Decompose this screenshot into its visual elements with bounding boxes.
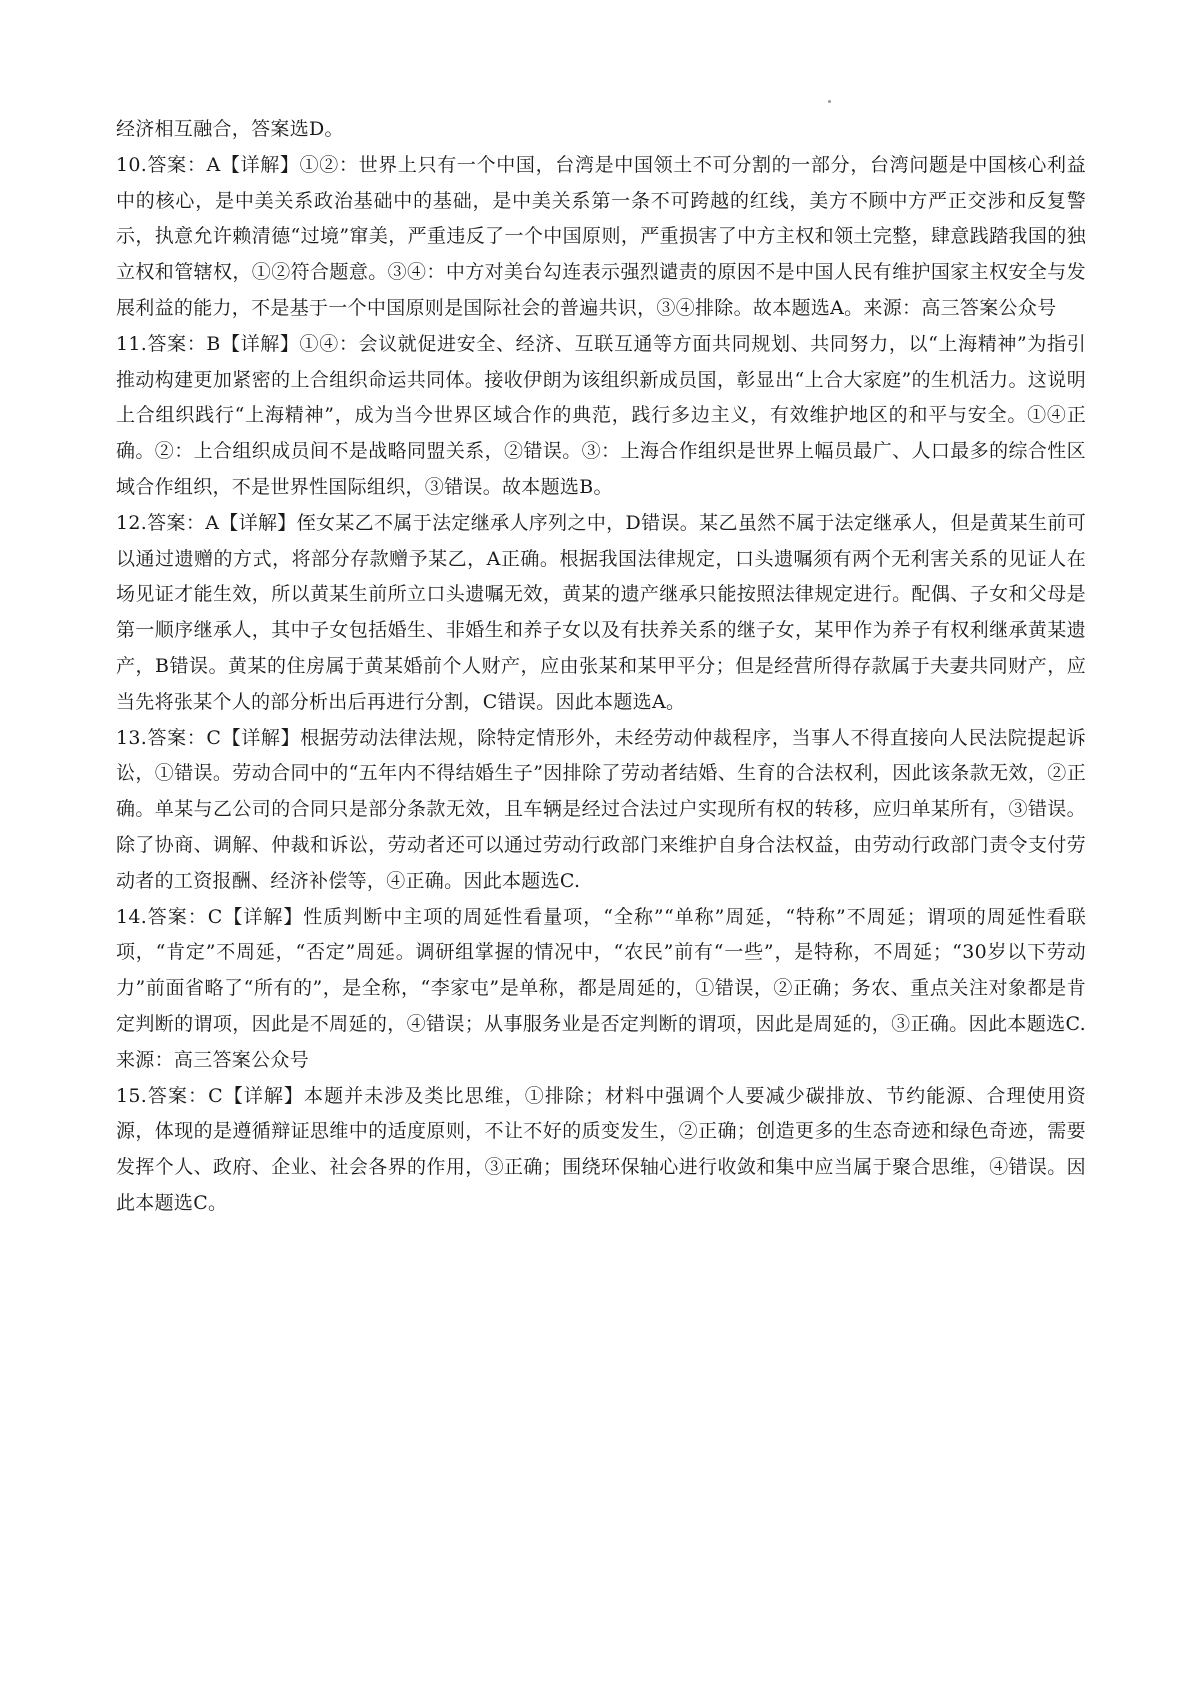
answer-12: 12.答案：A【详解】侄女某乙不属于法定继承人序列之中，D错误。某乙虽然不属于法定继承人，但是黄某生前可以通过遗赠的方式，将部分存款赠予某乙，A正确。根据我国法律规定，口头遗嘱须有两个无利害关系的见证人在场见证才能生效，所以黄某生前所立口头遗嘱无效，黄某的遗产继承只能按照法律规定进行。配偶、子女和父母是第一顺序继承人，其中子女包括婚生、非婚生和养子女以及有扶养关系的继子女，某甲作为养子有权利继承黄某遗产，B错误。黄某的住房属于黄某婚前个人财产，应由张某和某甲平分；但是经营所得存款属于夫妻共同财产，应当先将张某个人的部分析出后再进行分割，C错误。因此本题选A。	[116, 511, 1086, 713]
answer-content	[116, 112, 1086, 1222]
answer-14: 14.答案：C【详解】性质判断中主项的周延性看量项，“全称”“单称”周延，“特称”不周延；谓项的周延性看联项，“肯定”不周延，“否定”周延。调研组掌握的情况中，“农民”前有“一些”，是特称，不周延；“30岁以下劳动力”前面省略了“所有的”，是全称，“李家屯”是单称，都是周延的，①错误，②正确；务农、重点关注对象都是肯定判断的谓项，因此是不周延的，④错误；从事服务业是否定判断的谓项，因此是周延的，③正确。因此本题选C.来源：高三答案公众号	[116, 905, 1086, 1071]
answer-13: 13.答案：C【详解】根据劳动法律法规，除特定情形外，未经劳动仲裁程序，当事人不得直接向人民法院提起诉讼，①错误。劳动合同中的“五年内不得结婚生子”因排除了劳动者结婚、生育的合法权利，因此该条款无效，②正确。单某与乙公司的合同只是部分条款无效，且车辆是经过合法过户实现所有权的转移，应归单某所有，③错误。除了协商、调解、仲裁和诉讼，劳动者还可以通过劳动行政部门来维护自身合法权益，由劳动行政部门责令支付劳动者的工资报酬、经济补偿等，④正确。因此本题选C.	[116, 726, 1086, 892]
paragraph-continuation: 经济相互融合，答案选D。	[116, 118, 344, 140]
answer-11: 11.答案：B【详解】①④：会议就促进安全、经济、互联互通等方面共同规划、共同努力，以“上海精神”为指引推动构建更加紧密的上合组织命运共同体。接收伊朗为该组织新成员国，彰显出“上合大家庭”的生机活力。这说明上合组织践行“上海精神”，成为当今世界区域合作的典范，践行多边主义，有效维护地区的和平与安全。①④正确。②：上合组织成员间不是战略同盟关系，②错误。③：上海合作组织是世界上幅员最广、人口最多的综合性区域合作组织，不是世界性国际组织，③错误。故本题选B。	[116, 332, 1086, 498]
answer-10: 10.答案：A【详解】①②：世界上只有一个中国，台湾是中国领土不可分割的一部分，台湾问题是中国核心利益中的核心，是中美关系政治基础中的基础，是中美关系第一条不可跨越的红线，美方不顾中方严正交涉和反复警示，执意允许赖清德“过境”窜美，严重违反了一个中国原则，严重损害了中方主权和领土完整，肆意践踏我国的独立权和管辖权，①②符合题意。③④：中方对美台勾连表示强烈谴责的原因不是中国人民有维护国家主权安全与发展利益的能力，不是基于一个中国原则是国际社会的普遍共识，③④排除。故本题选A。来源：高三答案公众号	[116, 153, 1086, 319]
scan-dot-mark	[828, 100, 831, 103]
answer-15: 15.答案：C【详解】本题并未涉及类比思维，①排除；材料中强调个人要减少碳排放、节约能源、合理使用资源，体现的是遵循辩证思维中的适度原则，不让不好的质变发生，②正确；创造更多的生态奇迹和绿色奇迹，需要发挥个人、政府、企业、社会各界的作用，③正确；围绕环保轴心进行收敛和集中应当属于聚合思维，④错误。因此本题选C。	[116, 1084, 1086, 1214]
